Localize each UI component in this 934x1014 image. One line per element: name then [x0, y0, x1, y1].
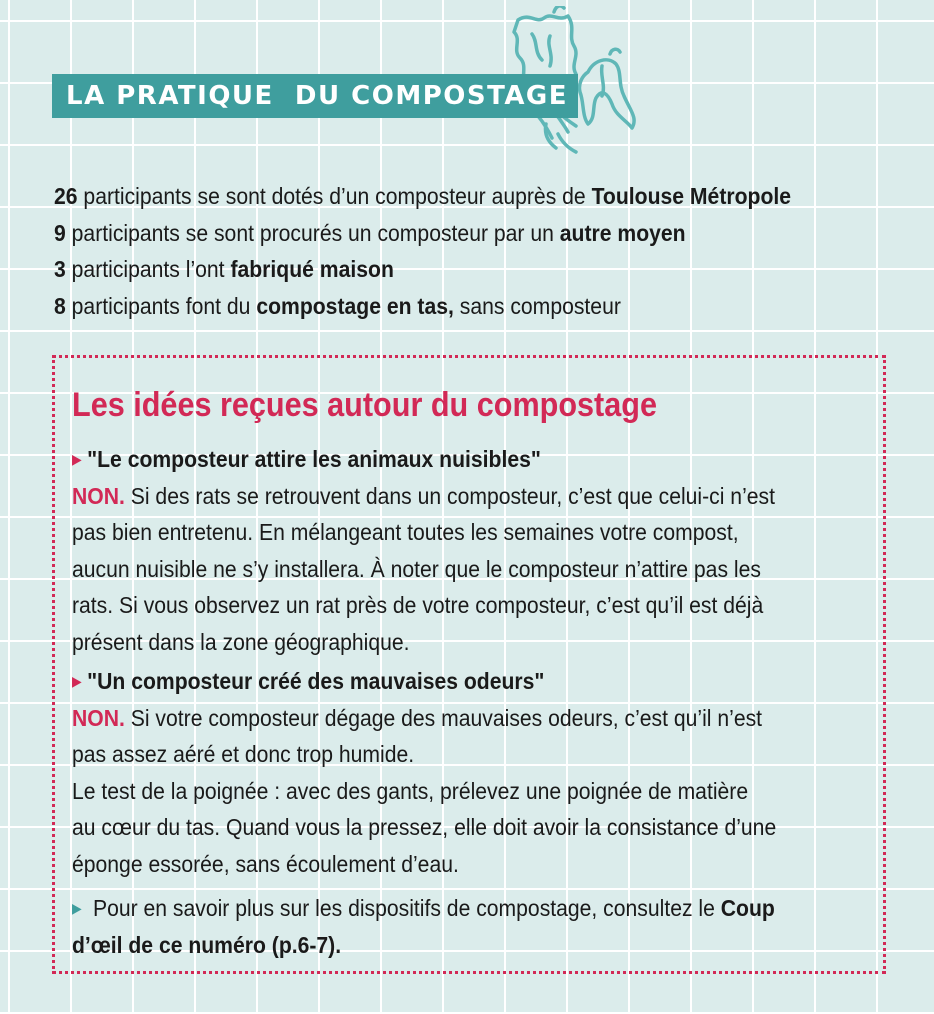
answer-line: Le test de la poignée : avec des gants, prélevez une poignée de matière [72, 777, 749, 804]
myth-quote-text: "Le composteur attire les animaux nuisibles" [87, 446, 541, 472]
stat-text: participants se sont dotés d’un composteur auprès de [77, 183, 592, 209]
triangle-right-icon: ▶ [72, 673, 82, 689]
answer-line: présent dans la zone géographique. [72, 628, 410, 655]
stat-line [54, 251, 845, 288]
stat-count: 9 [54, 219, 66, 246]
stat-line [54, 178, 845, 215]
answer-line: rats. Si vous observez un rat près de votre composteur, c’est qu’il est déjà [72, 592, 764, 618]
participant-stats [54, 178, 845, 324]
stat-line [54, 288, 845, 325]
verdict-label: NON. [72, 482, 125, 509]
stat-highlight: fabriqué maison [230, 256, 394, 282]
myths-body [72, 441, 862, 963]
stat-count: 3 [54, 256, 66, 282]
stat-highlight: compostage en tas, [256, 292, 454, 319]
stat-line [54, 215, 845, 252]
answer-line: pas assez aéré et donc trop humide. [72, 741, 415, 767]
myth-answer [72, 478, 862, 661]
more-info-link-text: Coup [720, 895, 775, 921]
triangle-right-icon: ▶ [72, 451, 82, 467]
stat-text: participants l’ont [65, 256, 231, 282]
myth-quote-text: "Un composteur créé des mauvaises odeurs" [87, 668, 545, 694]
section-title-banner: LA PRATIQUE DU COMPOSTAGE [52, 74, 578, 118]
myth-quote [72, 663, 862, 700]
more-info [72, 890, 862, 963]
stat-count: 8 [54, 292, 66, 319]
answer-line: éponge essorée, sans écoulement d’eau. [72, 850, 459, 877]
answer-line: Si des rats se retrouvent dans un composteur, c’est que celui-ci n’est [124, 482, 775, 509]
verdict-label: NON. [72, 704, 125, 731]
myth-answer [72, 700, 862, 883]
stat-text: participants se sont procurés un composteur par un [65, 219, 560, 246]
more-info-text: Pour en savoir plus sur les dispositifs de compostage, consultez le [87, 895, 721, 921]
triangle-right-icon: ▶ [72, 900, 82, 916]
answer-line: au cœur du tas. Quand vous la pressez, elle doit avoir la consistance d’une [72, 814, 777, 840]
stat-highlight: Toulouse Métropole [591, 183, 792, 209]
answer-line: aucun nuisible ne s’y installera. À noter que le composteur n’attire pas les [72, 555, 761, 582]
stat-highlight: autre moyen [559, 219, 686, 246]
stat-text: participants font du [65, 292, 257, 319]
myths-title: Les idées reçues autour du compostage [72, 386, 657, 424]
answer-line: Si votre composteur dégage des mauvaises odeurs, c’est qu’il n’est [124, 704, 763, 731]
myth-quote [72, 441, 862, 478]
stat-count: 26 [54, 183, 78, 209]
answer-line: pas bien entretenu. En mélangeant toutes les semaines votre compost, [72, 519, 739, 545]
stat-text-end: sans composteur [453, 292, 621, 319]
more-info-link-text: d’œil de ce numéro (p.6-7). [72, 931, 342, 958]
